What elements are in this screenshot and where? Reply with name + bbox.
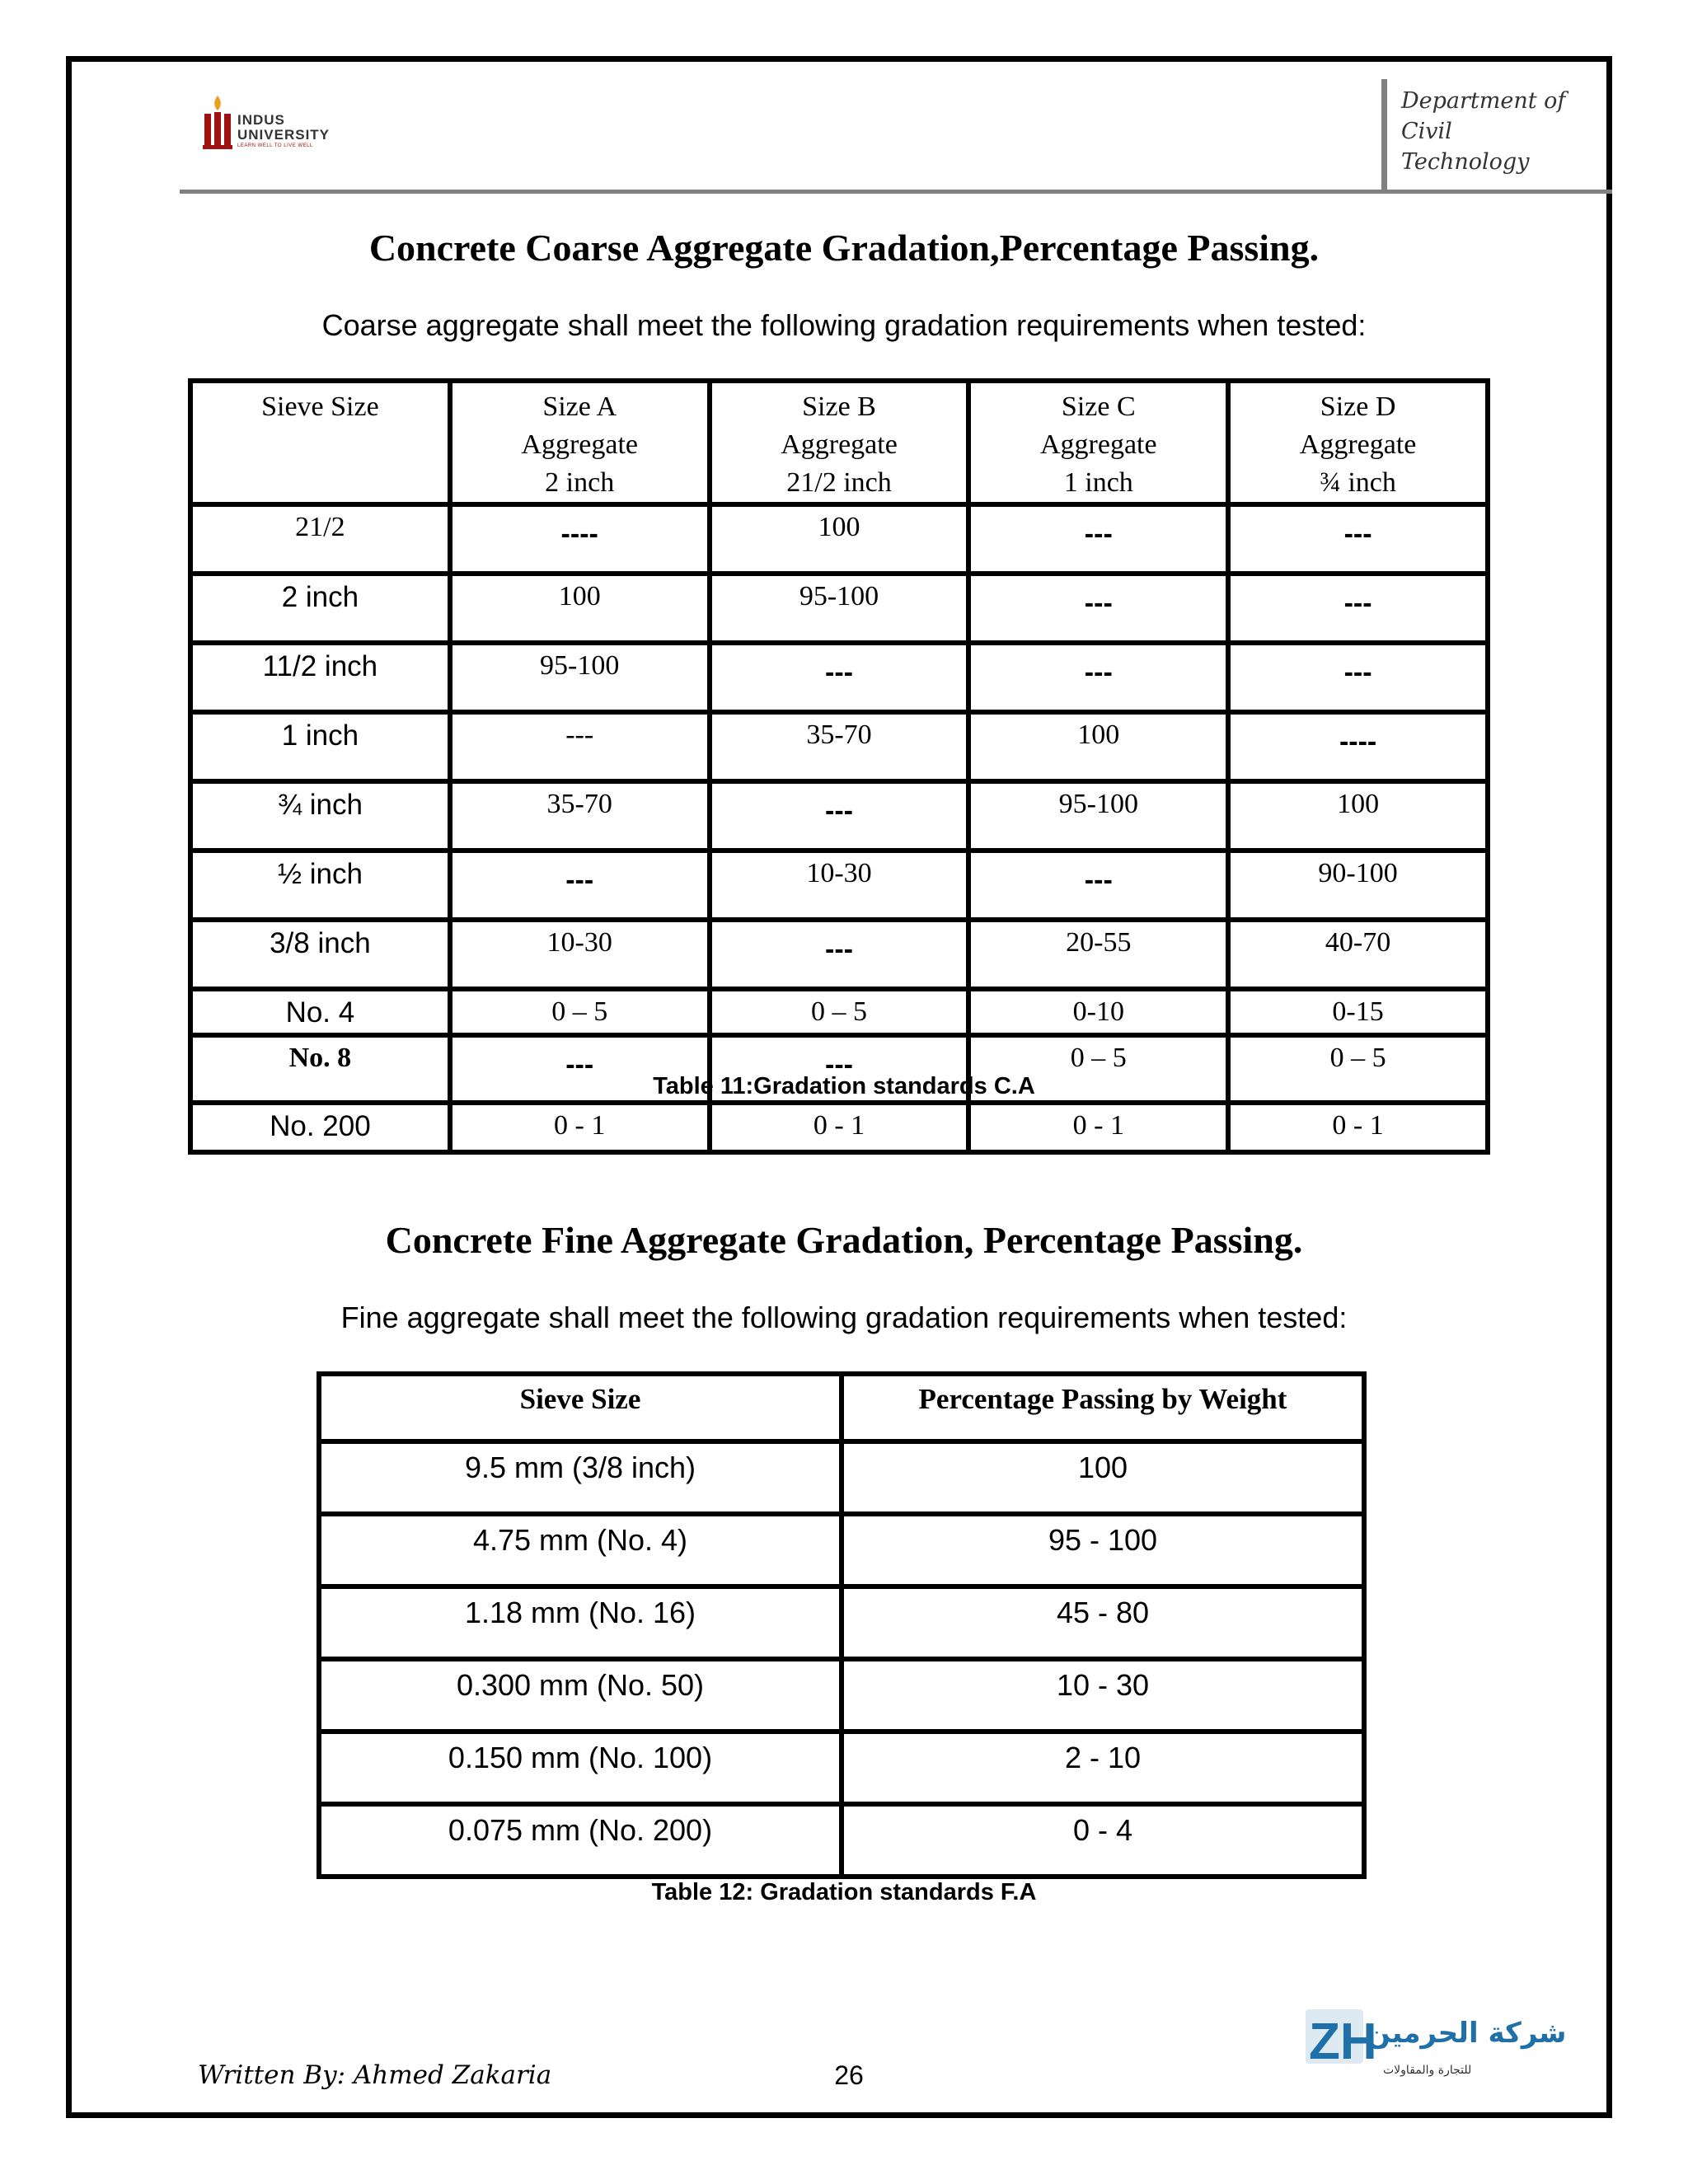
table-cell: ---	[1228, 504, 1488, 574]
table-row	[190, 1103, 1488, 1152]
table-cell: ---	[710, 920, 969, 989]
table-row	[190, 504, 1488, 574]
table-cell: 2 - 10	[842, 1732, 1364, 1804]
department-line: Civil	[1401, 119, 1452, 144]
table-cell: 95-100	[710, 574, 969, 643]
table-row	[319, 1732, 1364, 1804]
table-cell: 0 – 5	[710, 989, 969, 1035]
table-cell: 1.18 mm (No. 16)	[319, 1586, 842, 1659]
header-cell	[190, 381, 450, 504]
table-row	[319, 1514, 1364, 1586]
header-text: Aggregate	[781, 429, 898, 460]
table-cell: 0 - 4	[842, 1804, 1364, 1877]
table-cell: 35-70	[450, 781, 710, 851]
table-cell: 0 - 1	[710, 1103, 969, 1152]
header-text: 1 inch	[1063, 467, 1133, 498]
table-cell: 45 - 80	[842, 1586, 1364, 1659]
table-row	[319, 1441, 1364, 1514]
fine-table-caption: Table 12: Gradation standards F.A	[651, 1879, 1037, 1905]
table-cell: 10-30	[450, 920, 710, 989]
table-cell: 90-100	[1228, 851, 1488, 920]
table-row	[319, 1586, 1364, 1659]
table-cell: 35-70	[710, 712, 969, 781]
table-row	[190, 920, 1488, 989]
table-cell: ----	[450, 504, 710, 574]
table-cell: 95-100	[450, 643, 710, 712]
table-cell: 95-100	[968, 781, 1228, 851]
company-logo-mark: ZH	[1309, 2013, 1377, 2070]
coarse-table-caption: Table 11:Gradation standards C.A	[653, 1073, 1035, 1099]
header-text: Aggregate	[1039, 429, 1157, 460]
table-cell: 0-15	[1228, 989, 1488, 1035]
table-cell: 100	[842, 1441, 1364, 1514]
table-cell: 0 – 5	[1228, 1035, 1488, 1103]
header-text: Aggregate	[1299, 429, 1417, 460]
table-row	[319, 1804, 1364, 1877]
table-cell: 20-55	[968, 920, 1228, 989]
department-line: Department of	[1401, 88, 1566, 114]
table-cell: 9.5 mm (3/8 inch)	[319, 1441, 842, 1514]
table-cell: No. 8	[190, 1035, 450, 1103]
table-cell: 21/2	[190, 504, 450, 574]
header-cell: Percentage Passing by Weight	[842, 1374, 1364, 1441]
table-cell: ---	[710, 1035, 969, 1103]
table-cell: 100	[710, 504, 969, 574]
table-cell: ---	[450, 1035, 710, 1103]
table-cell: ---	[450, 851, 710, 920]
fine-gradation-table	[316, 1371, 1367, 1879]
coarse-gradation-table	[188, 378, 1490, 1155]
header-cell	[710, 381, 969, 504]
table-cell: 10 - 30	[842, 1659, 1364, 1732]
table-cell: 2 inch	[190, 574, 450, 643]
department-divider	[1381, 79, 1387, 191]
header-text: 21/2 inch	[786, 467, 892, 498]
table-cell: 0 - 1	[450, 1103, 710, 1152]
logo-line2: UNIVERSITY	[237, 127, 331, 143]
header-text: Aggregate	[521, 429, 638, 460]
table-row	[319, 1659, 1364, 1732]
logo-tagline: LEARN WELL TO LIVE WELL	[237, 143, 313, 148]
table-cell: 10-30	[710, 851, 969, 920]
table-cell: No. 200	[190, 1103, 450, 1152]
header-text: Size B	[802, 391, 876, 422]
table-cell: 11/2 inch	[190, 643, 450, 712]
table-cell: 0 – 5	[450, 989, 710, 1035]
fine-intro: Fine aggregate shall meet the following gradation requirements when tested:	[340, 1301, 1348, 1334]
table-cell: ---	[968, 643, 1228, 712]
table-cell: ¾ inch	[190, 781, 450, 851]
table-cell: ---	[710, 781, 969, 851]
table-cell: ---	[450, 712, 710, 781]
table-row	[190, 712, 1488, 781]
header-text: ¾ inch	[1320, 467, 1396, 498]
header-cell	[450, 381, 710, 504]
table-cell: ---	[968, 574, 1228, 643]
table-cell: No. 4	[190, 989, 450, 1035]
table-cell: ----	[1228, 712, 1488, 781]
logo-line1: INDUS	[237, 112, 285, 128]
table-cell: 4.75 mm (No. 4)	[319, 1514, 842, 1586]
page-number: 26	[834, 2060, 864, 2090]
header-rule	[180, 190, 1612, 194]
table-cell: 100	[968, 712, 1228, 781]
header-cell: Sieve Size	[319, 1374, 842, 1441]
company-logo-arabic-tagline: للتجارة والمقاولات	[1383, 2064, 1472, 2077]
company-logo-arabic-name: شركة الحرمين	[1367, 2017, 1567, 2050]
table-cell: 0.300 mm (No. 50)	[319, 1659, 842, 1732]
header-text: Sieve Size	[261, 391, 379, 422]
table-cell: ---	[710, 643, 969, 712]
table-cell: 100	[1228, 781, 1488, 851]
header-text: Size C	[1061, 391, 1136, 422]
header-text: 2 inch	[545, 467, 615, 498]
table-cell: 0 – 5	[968, 1035, 1228, 1103]
table-cell: ---	[968, 851, 1228, 920]
table-cell: 40-70	[1228, 920, 1488, 989]
table-cell: 0 - 1	[968, 1103, 1228, 1152]
table-cell: ½ inch	[190, 851, 450, 920]
table-cell: 100	[450, 574, 710, 643]
table-cell: 0.075 mm (No. 200)	[319, 1804, 842, 1877]
coarse-title: Concrete Coarse Aggregate Gradation,Percentage Passing.	[368, 227, 1320, 269]
table-cell: ---	[1228, 574, 1488, 643]
table-cell: 0.150 mm (No. 100)	[319, 1732, 842, 1804]
table-row	[190, 781, 1488, 851]
table-cell: 1 inch	[190, 712, 450, 781]
table-cell: 3/8 inch	[190, 920, 450, 989]
table-cell: ---	[968, 504, 1228, 574]
table-cell: 95 - 100	[842, 1514, 1364, 1586]
header-text: Size A	[542, 391, 617, 422]
table-cell: 0 - 1	[1228, 1103, 1488, 1152]
indus-university-logo	[199, 89, 356, 153]
header-cell	[968, 381, 1228, 504]
table-cell: ---	[1228, 643, 1488, 712]
alharamain-company-logo	[1301, 2001, 1567, 2083]
department-line: Technology	[1401, 149, 1530, 175]
fine-title: Concrete Fine Aggregate Gradation, Percentage Passing.	[385, 1219, 1303, 1261]
header-cell	[1228, 381, 1488, 504]
table-cell: 0-10	[968, 989, 1228, 1035]
department-label	[1401, 86, 1599, 177]
torch-icon	[199, 94, 236, 152]
coarse-intro: Coarse aggregate shall meet the following gradation requirements when tested:	[321, 308, 1367, 342]
table-row	[190, 851, 1488, 920]
author-credit: Written By: Ahmed Zakaria	[198, 2060, 552, 2090]
header-text: Size D	[1320, 391, 1396, 422]
table-row	[190, 574, 1488, 643]
table-row	[190, 643, 1488, 712]
table-row	[190, 989, 1488, 1035]
